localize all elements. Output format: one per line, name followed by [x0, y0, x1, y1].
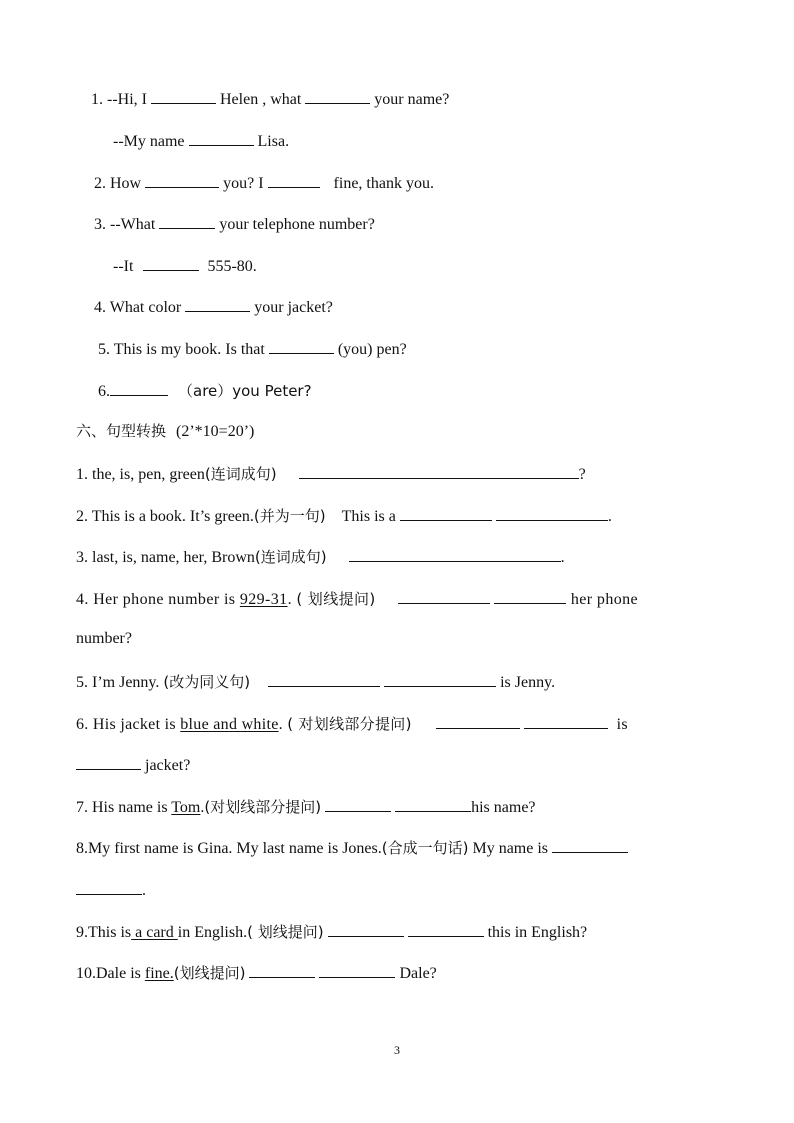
- item-3: 3. last, is, name, her, Brown(连词成句) .: [76, 548, 565, 566]
- item-1: 1. the, is, pen, green(连词成句) ?: [76, 465, 586, 483]
- answer-blank[interactable]: [494, 588, 566, 604]
- question-number: 4.: [94, 299, 106, 316]
- section-title: 六、句型转换: [76, 422, 167, 440]
- question-3-line-2: --It 555-80.: [113, 255, 257, 277]
- question-4: 4. What color your jacket?: [94, 296, 333, 318]
- question-6: 6. （are）you Peter?: [98, 382, 312, 400]
- question-1-line-1: 1. --Hi, I Helen , what your name?: [91, 88, 449, 110]
- item-8-line-2: .: [76, 879, 146, 901]
- underlined-phrase: a card: [131, 924, 178, 941]
- section-heading: [76, 421, 254, 442]
- item-8-line-1: 8.My first name is Gina. My last name is Jones.(合成一句话) My name is: [76, 837, 628, 859]
- answer-blank[interactable]: [400, 505, 492, 521]
- question-number: 5: [98, 341, 106, 358]
- section-score: (2’*10=20’): [176, 423, 255, 440]
- page-number: 3: [394, 1043, 400, 1057]
- answer-blank[interactable]: [552, 837, 628, 853]
- answer-blank[interactable]: [110, 380, 168, 396]
- item-4-line-2: number?: [76, 630, 132, 647]
- item-4-line-1: 4. Her phone number is 929-31. ( 划线提问) her phone: [76, 590, 639, 608]
- answer-blank[interactable]: [189, 130, 254, 146]
- answer-blank[interactable]: [151, 88, 216, 104]
- underlined-phrase: fine.: [144, 965, 174, 982]
- answer-blank[interactable]: [185, 296, 250, 312]
- answer-blank[interactable]: [159, 213, 215, 229]
- item-6-line-1: 6. His jacket is blue and white. ( 对划线部分提问) is: [76, 715, 628, 733]
- answer-blank[interactable]: [319, 962, 395, 978]
- answer-blank[interactable]: [349, 546, 561, 562]
- question-number: 1.: [91, 91, 103, 108]
- answer-blank[interactable]: [325, 796, 391, 812]
- underlined-phrase: 929-31: [239, 591, 288, 608]
- answer-blank[interactable]: [436, 713, 520, 729]
- answer-blank[interactable]: [398, 588, 490, 604]
- answer-blank[interactable]: [299, 463, 579, 479]
- answer-blank[interactable]: [524, 713, 608, 729]
- item-5: 5. I’m Jenny. (改为同义句) is Jenny.: [76, 673, 556, 691]
- question-1-line-2: --My name Lisa.: [113, 130, 289, 152]
- question-number: 3.: [94, 216, 106, 233]
- question-2: 2. How you? I fine, thank you.: [94, 172, 434, 194]
- item-6-line-2: jacket?: [76, 754, 190, 776]
- item-9: 9.This is a card in English.( 划线提问) this in English?: [76, 923, 588, 941]
- underlined-phrase: blue and white: [180, 716, 279, 733]
- item-2: 2. This is a book. It’s green.(并为一句) This is a .: [76, 507, 612, 525]
- question-number: 2.: [94, 175, 106, 192]
- answer-blank[interactable]: [76, 754, 141, 770]
- answer-blank[interactable]: [249, 962, 315, 978]
- answer-blank[interactable]: [76, 879, 142, 895]
- question-number: 6: [98, 383, 106, 400]
- answer-blank[interactable]: [496, 505, 608, 521]
- answer-blank[interactable]: [268, 671, 380, 687]
- question-5: 5. This is my book. Is that (you) pen?: [98, 338, 407, 360]
- answer-blank[interactable]: [145, 172, 219, 188]
- answer-blank[interactable]: [408, 921, 484, 937]
- answer-blank[interactable]: [305, 88, 370, 104]
- answer-blank[interactable]: [384, 671, 496, 687]
- answer-blank[interactable]: [328, 921, 404, 937]
- underlined-phrase: Tom: [171, 799, 201, 816]
- question-3-line-1: 3. --What your telephone number?: [94, 213, 375, 235]
- answer-blank[interactable]: [395, 796, 471, 812]
- item-10: 10.Dale is fine.(划线提问) Dale?: [76, 964, 437, 982]
- answer-blank[interactable]: [268, 172, 320, 188]
- answer-blank[interactable]: [143, 255, 199, 271]
- answer-blank[interactable]: [269, 338, 334, 354]
- item-7: 7. His name is Tom.(对划线部分提问) his name?: [76, 798, 536, 816]
